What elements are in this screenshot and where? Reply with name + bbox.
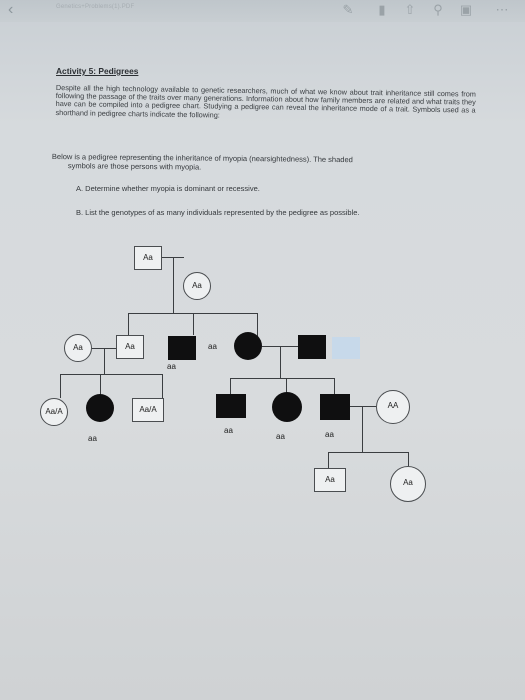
pencil-icon[interactable]: ✎	[342, 2, 354, 17]
gen3-affected-daughter-genotype: aa	[88, 434, 97, 443]
description-line-2: symbols are those persons with myopia.	[67, 161, 202, 172]
document-title: Genetics+Problems(1).PDF	[56, 4, 135, 10]
gen2-affected-husband-male	[298, 335, 326, 359]
gen1-father-male: Aa	[134, 246, 162, 270]
gen3-left-drop-1	[60, 374, 61, 398]
gen4-drop-1	[328, 452, 329, 468]
gen3-affected-son2-male	[320, 394, 350, 420]
gen3-affected-son-genotype: aa	[224, 426, 233, 435]
gen3-affected-son-male	[216, 394, 246, 418]
pdf-toolbar	[0, 0, 525, 22]
gen2-drop-mid	[193, 313, 194, 335]
pdf-page	[38, 54, 490, 694]
gen4-drop-2	[408, 452, 409, 466]
gen3-right-drop-3	[334, 378, 335, 394]
highlight-mark	[332, 337, 360, 359]
gen3-daughter-left-female: Aa/A	[40, 398, 68, 426]
gen2-affected-daughter-female	[234, 332, 262, 360]
gen3-affected-daughter2-female	[272, 392, 302, 422]
gen3-affected-son2-genotype: aa	[325, 430, 334, 439]
bookmark-icon[interactable]: ▮	[378, 2, 386, 17]
gen2-father-left-male: Aa	[116, 335, 144, 359]
gen4-daughter-female: Aa	[390, 466, 426, 502]
gen3-affected-daughter2-genotype: aa	[276, 432, 285, 441]
gen2-drop-right	[257, 313, 258, 337]
activity-heading: Activity 5: Pedigrees	[56, 66, 139, 76]
gen1-mother-female: Aa	[183, 272, 211, 300]
description-line-1: Below is a pedigree representing the inheritance of myopia (nearsightedness). The shaded	[51, 152, 353, 165]
gen2-mother-left-female: Aa	[64, 334, 92, 362]
gen4-sibship-line	[328, 452, 408, 453]
gen2-drop-left	[128, 313, 129, 335]
gen3-left-drop-3	[162, 374, 163, 398]
pedigree-description	[52, 152, 476, 174]
gen2-left-descent-line	[104, 348, 105, 374]
chevron-left-icon[interactable]: ‹	[8, 1, 14, 18]
search-icon[interactable]: ⚲	[433, 2, 443, 17]
gen3-left-sibship-line	[60, 374, 162, 375]
gen3-son-right-male: Aa/A	[132, 398, 164, 422]
gen3-spouse-female: AA	[376, 390, 410, 424]
gen2-right-descent-line	[280, 346, 281, 378]
question-a: A. Determine whether myopia is dominant or recessive.	[76, 184, 260, 193]
question-b: B. List the genotypes of as many individuals represented by the pedigree as possible.	[76, 208, 360, 217]
pages-icon[interactable]: ▣	[459, 2, 473, 17]
gen2-affected-son-male	[168, 336, 196, 360]
gen1-descent-line	[173, 257, 174, 314]
intro-paragraph: Despite all the high technology available to genetic researchers, much of what we know about trait inheritance still comes from following the passage of the traits over many generations. Information about how family members are related and what traits they have can be compiled into a pedigree chart. Studying a pedigree can reveal the inheritance mode of a trait. Symbols used as a shorthand in pedigree charts indicate the following:	[55, 83, 476, 120]
gen3-left-drop-2	[100, 374, 101, 396]
gen3-affected-daughter-female	[86, 394, 114, 422]
gen2-affected-label: aa	[208, 342, 217, 351]
more-icon[interactable]: ⋯	[495, 2, 509, 17]
gen3-right-descent-line	[362, 406, 363, 452]
gen3-right-marriage-line	[350, 406, 376, 407]
share-icon[interactable]: ⇧	[404, 2, 416, 17]
gen4-son-male: Aa	[314, 468, 346, 492]
gen2-affected-son-genotype: aa	[167, 362, 176, 371]
gen3-right-sibship-line	[230, 378, 334, 379]
